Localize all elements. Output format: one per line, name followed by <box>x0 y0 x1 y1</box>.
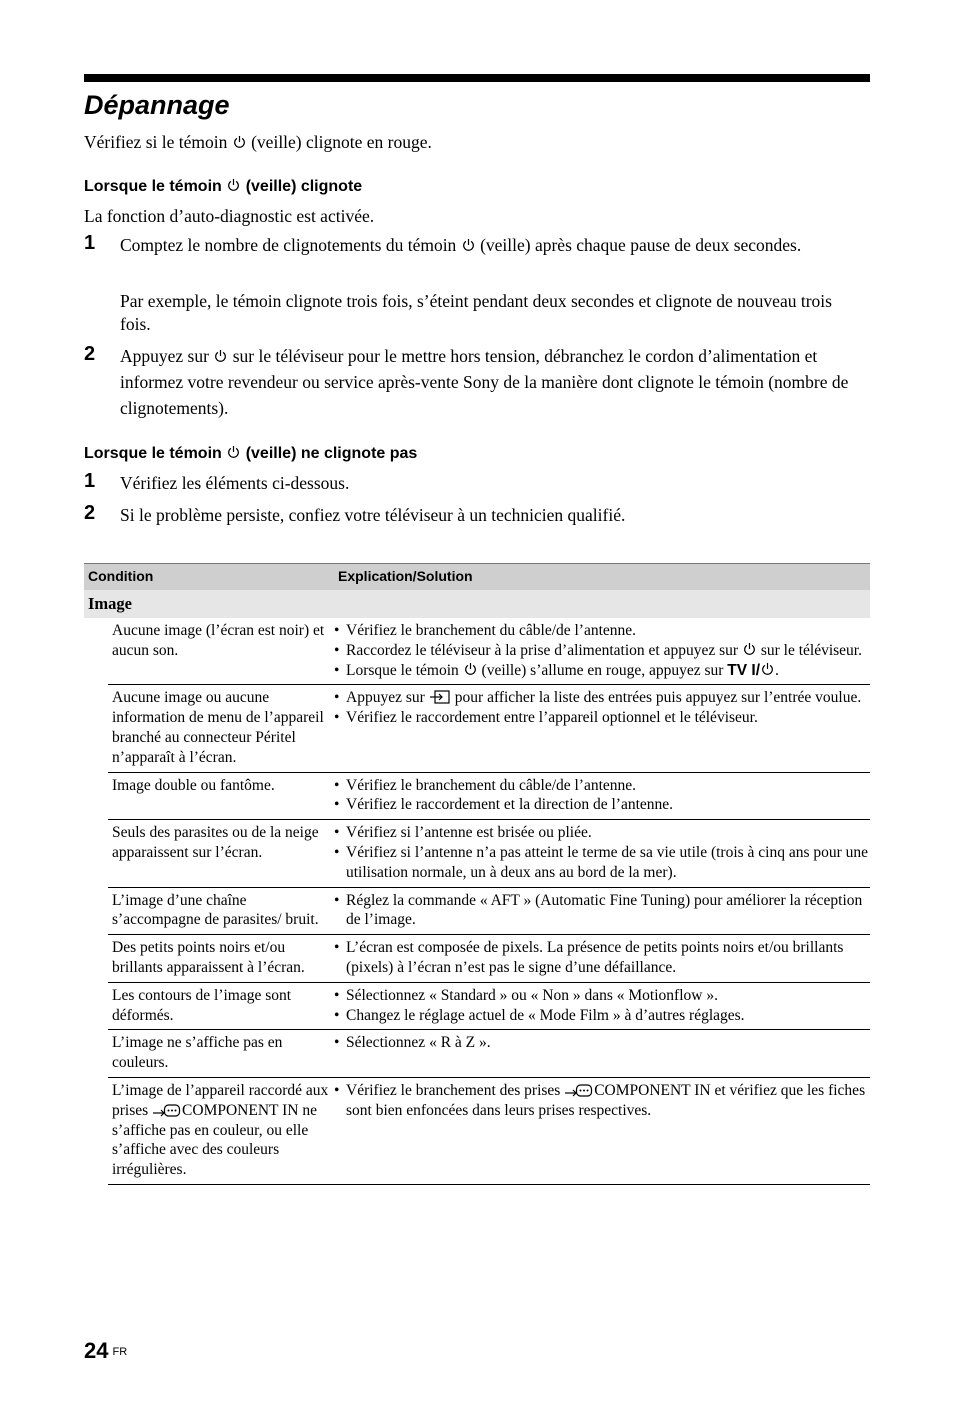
power-icon <box>462 238 475 252</box>
table-row <box>84 618 870 685</box>
solution-cell <box>334 935 870 983</box>
power-icon <box>227 445 240 459</box>
step-text: Si le problème persiste, confiez votre téléviseur à un technicien qualifié. <box>120 505 626 525</box>
power-icon <box>214 349 227 363</box>
power-icon <box>227 178 240 192</box>
component-icon <box>152 1102 182 1118</box>
list-item: • Sélectionnez « Standard » ou « Non » dans « Motionflow ». <box>334 986 870 1006</box>
step-number: 2 <box>84 502 96 524</box>
list-item: • Changez le réglage actuel de « Mode Film » à d’autres réglages. <box>334 1006 870 1026</box>
step-number: 1 <box>84 470 96 492</box>
solution-cell <box>334 685 870 772</box>
step-text <box>120 232 860 258</box>
table-row <box>84 1077 870 1184</box>
category-row <box>84 590 870 618</box>
power-icon <box>464 662 477 676</box>
page-language: FR <box>112 1346 128 1358</box>
step-number: 2 <box>84 343 96 365</box>
step-example: Par exemple, le témoin clignote trois fois, s’éteint pendant deux secondes et clignote de nouveau trois fois. <box>120 291 832 334</box>
list-item: • L’écran est composée de pixels. La présence de petits points noirs et/ou brillants (pixels) à l’écran n’est pas le signe d’une défaillance. <box>334 938 870 978</box>
heading-before: Lorsque le témoin <box>84 178 222 195</box>
table-row <box>84 935 870 983</box>
tv-power-key: TV I/ <box>727 661 761 679</box>
table-row <box>84 772 870 820</box>
item-text: sur le téléviseur. <box>760 641 862 659</box>
page-title: Dépannage <box>84 90 230 120</box>
heading-after: (veille) ne clignote pas <box>245 445 418 462</box>
troubleshooting-table <box>84 563 870 1185</box>
list-item: • Vérifiez le branchement du câble/de l’antenne. <box>334 621 870 641</box>
list-item <box>334 641 870 661</box>
step-text: Vérifiez les éléments ci-dessous. <box>120 473 350 493</box>
item-text: (veille) s’allume en rouge, appuyez sur <box>481 661 724 679</box>
power-icon <box>743 642 756 656</box>
table-row <box>84 1030 870 1078</box>
step-number: 1 <box>84 232 96 254</box>
solution-cell <box>334 982 870 1030</box>
solution-list <box>334 1081 870 1121</box>
table-row <box>84 982 870 1030</box>
solution-cell <box>334 820 870 887</box>
table-row <box>84 685 870 772</box>
solution-list <box>334 621 870 680</box>
condition-text: L’image de l’appareil raccordé aux prises <box>112 1081 329 1119</box>
condition-cell: Des petits points noirs et/ou brillants apparaissent à l’écran. <box>108 935 334 983</box>
intro-after: (veille) clignote en rouge. <box>251 132 432 152</box>
list-item: • Vérifiez si l’antenne est brisée ou pliée. <box>334 823 870 843</box>
list-item: • Vérifiez le raccordement et la direction de l’antenne. <box>334 795 870 815</box>
power-icon <box>233 135 246 149</box>
input-icon <box>429 689 451 705</box>
condition-cell: Les contours de l’image sont déformés. <box>108 982 334 1030</box>
solution-list <box>334 891 870 931</box>
item-text: Raccordez le téléviseur à la prise d’alimentation et appuyez sur <box>346 641 739 659</box>
col-condition-header: Condition <box>84 564 334 591</box>
item-text: pour afficher la liste des entrées puis appuyez sur l’entrée voulue. <box>454 689 862 707</box>
solution-list <box>334 986 870 1026</box>
solution-list <box>334 776 870 816</box>
blinking-lead: La fonction d’auto-diagnostic est activée. <box>84 206 375 226</box>
item-text: Lorsque le témoin <box>346 661 459 679</box>
step-text-after: sur le téléviseur pour le mettre hors tension, débranchez le cordon d’alimentation et informez votre revendeur ou service après-vente Sony de la manière dont clignote le témoin (nombre de clignotements). <box>120 346 849 418</box>
list-item <box>334 688 870 708</box>
header-rule <box>84 74 870 82</box>
section-heading-blinking <box>84 177 362 197</box>
condition-cell: Seuls des parasites ou de la neige apparaissent sur l’écran. <box>108 820 334 887</box>
solution-cell <box>334 887 870 935</box>
step-text-before: Appuyez sur <box>120 346 209 366</box>
condition-cell: Image double ou fantôme. <box>108 772 334 820</box>
list-item <box>334 1081 870 1121</box>
table-row <box>84 820 870 887</box>
power-icon <box>761 662 774 676</box>
list-item: • Vérifiez le raccordement entre l’appareil optionnel et le téléviseur. <box>334 708 870 728</box>
step-text-after: (veille) après chaque pause de deux secondes. <box>480 235 802 255</box>
solution-cell <box>334 1030 870 1078</box>
condition-cell: L’image ne s’affiche pas en couleurs. <box>108 1030 334 1078</box>
item-text: Appuyez sur <box>346 689 425 707</box>
list-item: • Vérifiez le branchement du câble/de l’antenne. <box>334 776 870 796</box>
category-label: Image <box>84 590 870 618</box>
item-text: Vérifiez le branchement des prises <box>346 1081 561 1099</box>
solution-list <box>334 823 870 882</box>
col-solution-header: Explication/Solution <box>334 564 870 591</box>
condition-cell: Aucune image (l’écran est noir) et aucun son. <box>108 618 334 685</box>
solution-list <box>334 938 870 978</box>
condition-cell <box>108 1077 334 1184</box>
intro-text <box>84 129 432 155</box>
step-text <box>120 343 860 421</box>
intro-before: Vérifiez si le témoin <box>84 132 228 152</box>
condition-cell: Aucune image ou aucune information de menu de l’appareil branché au connecteur Péritel n’apparaît à l’écran. <box>108 685 334 772</box>
page-number-value: 24 <box>84 1338 109 1363</box>
table-row <box>84 887 870 935</box>
list-item: • Vérifiez si l’antenne n’a pas atteint le terme de sa vie utile (trois à cinq ans pour une utilisation normale, un à deux ans au bord de la mer). <box>334 843 870 883</box>
page-number <box>84 1338 127 1365</box>
solution-cell <box>334 1077 870 1184</box>
solution-list <box>334 688 870 728</box>
item-text: COMPONENT IN et vérifiez que les fiches sont bien enfoncées dans leurs prises respectives. <box>346 1081 866 1119</box>
list-item: • Réglez la commande « AFT » (Automatic Fine Tuning) pour améliorer la réception de l’image. <box>334 891 870 931</box>
list-item <box>334 661 870 681</box>
table-header-row <box>84 564 870 591</box>
section-heading-not-blinking <box>84 444 417 464</box>
solution-cell <box>334 772 870 820</box>
item-text: . <box>775 661 779 679</box>
solution-list <box>334 1033 870 1053</box>
solution-cell <box>334 618 870 685</box>
component-icon <box>564 1082 594 1098</box>
step-text-before: Comptez le nombre de clignotements du témoin <box>120 235 457 255</box>
heading-after: (veille) clignote <box>245 178 363 195</box>
condition-text: COMPONENT IN ne s’affiche pas en couleur, ou elle s’affiche avec des couleurs irrégulières. <box>112 1101 317 1179</box>
heading-before: Lorsque le témoin <box>84 445 222 462</box>
condition-cell: L’image d’une chaîne s’accompagne de parasites/ bruit. <box>108 887 334 935</box>
list-item: • Sélectionnez « R à Z ». <box>334 1033 870 1053</box>
